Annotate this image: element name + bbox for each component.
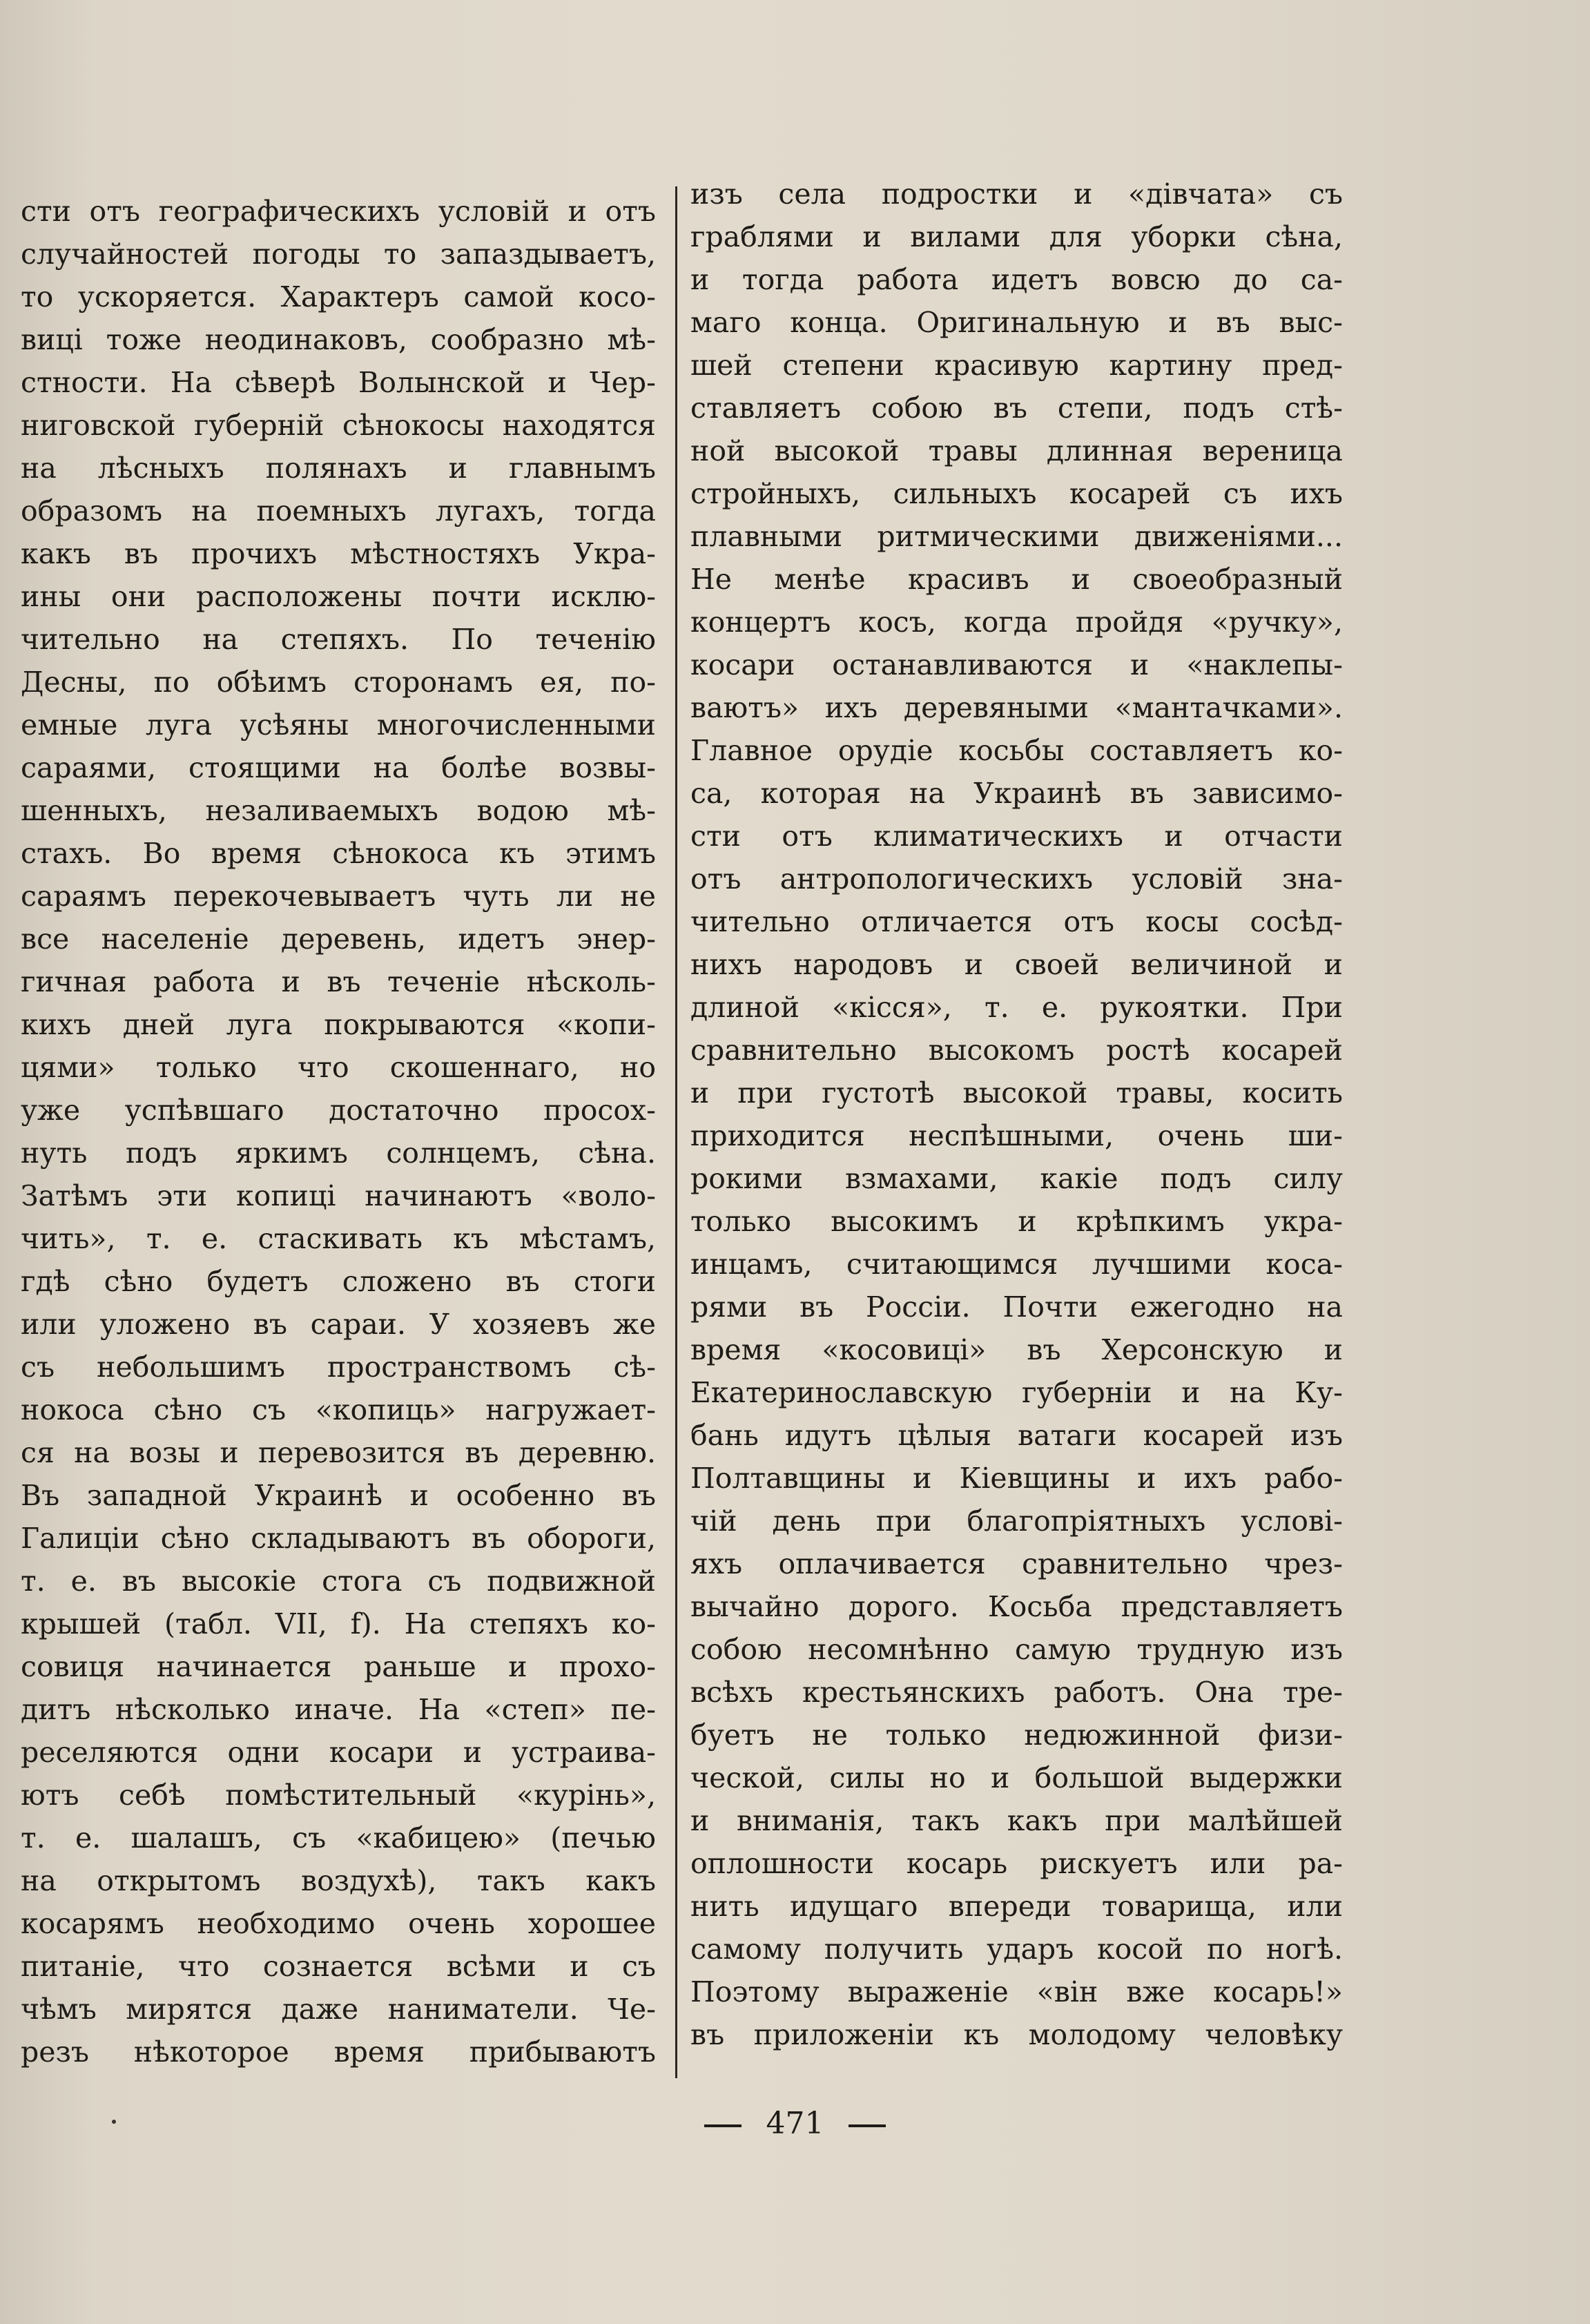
text-line: кихъ дней луга покрываются «копи- — [21, 1008, 656, 1041]
text-line: чій день при благопріятныхъ услові- — [690, 1504, 1343, 1538]
text-line: изъ села подростки и «дівчата» съ — [690, 177, 1343, 211]
text-line: ины они расположены почти исклю- — [21, 580, 656, 613]
text-line: Десны, по обѣимъ сторонамъ ея, по- — [21, 666, 656, 699]
text-line: ниговской губерній сѣнокосы находятся — [21, 409, 656, 442]
text-line: сравнительно высокомъ ростѣ косарей — [690, 1034, 1343, 1067]
text-line: концертъ косъ, когда пройдя «ручку», — [690, 606, 1343, 639]
text-line: съ небольшимъ пространствомъ сѣ- — [21, 1350, 656, 1384]
text-line: ваютъ» ихъ деревяными «мантачками». — [690, 691, 1343, 724]
text-line: Затѣмъ эти копиці начинаютъ «воло- — [21, 1179, 656, 1212]
text-line: уже успѣвшаго достаточно просох- — [21, 1094, 656, 1127]
text-line: сти отъ климатическихъ и отчасти — [690, 820, 1343, 853]
text-line: ся на возы и перевозится въ деревню. — [21, 1436, 656, 1469]
text-line: вычайно дорого. Косьба представляетъ — [690, 1590, 1343, 1623]
text-line: са, которая на Украинѣ въ зависимо- — [690, 777, 1343, 810]
text-line: нить идущаго впереди товарища, или — [690, 1890, 1343, 1923]
text-line: Галиціи сѣно складываютъ въ обороги, — [21, 1522, 656, 1555]
text-line: шей степени красивую картину пред- — [690, 349, 1343, 382]
text-line: маго конца. Оригинальную и въ выс- — [690, 306, 1343, 339]
right-text-column — [690, 0, 1346, 2324]
text-line: косарямъ необходимо очень хорошее — [21, 1907, 656, 1940]
text-line: инцамъ, считающимся лучшими коса- — [690, 1248, 1343, 1281]
text-line: Главное орудіе косьбы составляетъ ко- — [690, 734, 1343, 767]
text-line: бань идутъ цѣлыя ватаги косарей изъ — [690, 1419, 1343, 1452]
text-line: косари останавливаются и «наклепы- — [690, 648, 1343, 681]
text-line: чѣмъ мирятся даже наниматели. Че- — [21, 1993, 656, 2026]
text-line: ной высокой травы длинная вереница — [690, 434, 1343, 467]
text-line: то ускоряется. Характеръ самой косо- — [21, 280, 656, 313]
text-line: нихъ народовъ и своей величиной и — [690, 948, 1343, 981]
text-line: рями въ Россіи. Почти ежегодно на — [690, 1290, 1343, 1324]
text-line: яхъ оплачивается сравнительно чрез- — [690, 1547, 1343, 1580]
text-line: цями» только что скошеннаго, но — [21, 1051, 656, 1084]
text-line: шенныхъ, незаливаемыхъ водою мѣ- — [21, 794, 656, 827]
page-number-dash-right — [849, 2124, 886, 2127]
text-line: стности. На сѣверѣ Волынской и Чер- — [21, 366, 656, 399]
text-line: Въ западной Украинѣ и особенно въ — [21, 1479, 656, 1512]
text-line: резъ нѣкоторое время прибываютъ — [21, 2035, 656, 2069]
text-line: дитъ нѣсколько иначе. На «степ» пе- — [21, 1693, 656, 1726]
text-line: приходится неспѣшными, очень ши- — [690, 1119, 1343, 1152]
text-line: совиця начинается раньше и прохо- — [21, 1650, 656, 1683]
text-line: т. е. въ высокіе стога съ подвижной — [21, 1565, 656, 1598]
text-line: буетъ не только недюжинной физи- — [690, 1718, 1343, 1752]
text-line: время «косовиці» въ Херсонскую и — [690, 1333, 1343, 1366]
text-line: питаніе, что сознается всѣми и съ — [21, 1950, 656, 1983]
text-line: Полтавщины и Кіевщины и ихъ рабо- — [690, 1462, 1343, 1495]
column-divider — [675, 186, 677, 2078]
text-line: чить», т. е. стаскивать къ мѣстамъ, — [21, 1222, 656, 1255]
text-line: граблями и вилами для уборки сѣна, — [690, 220, 1343, 253]
text-line: и вниманія, такъ какъ при малѣйшей — [690, 1804, 1343, 1837]
text-line: отъ антропологическихъ условій зна- — [690, 862, 1343, 895]
text-line: самому получить ударъ косой по ногѣ. — [690, 1933, 1343, 1966]
text-line: случайностей погоды то запаздываетъ, — [21, 238, 656, 271]
page-number-dash-left — [704, 2124, 741, 2127]
left-text-column — [0, 0, 656, 2324]
text-line: плавными ритмическими движеніями... — [690, 520, 1343, 553]
text-line: длиной «кісся», т. е. рукоятки. При — [690, 991, 1343, 1024]
text-line: Екатеринославскую губерніи и на Ку- — [690, 1376, 1343, 1409]
text-line: оплошности косарь рискуетъ или ра- — [690, 1847, 1343, 1880]
text-line: образомъ на поемныхъ лугахъ, тогда — [21, 494, 656, 527]
text-line: стахъ. Во время сѣнокоса къ этимъ — [21, 837, 656, 870]
text-line: гичная работа и въ теченіе нѣсколь- — [21, 965, 656, 998]
page-number: 471 — [766, 2106, 824, 2141]
text-line: крышей (табл. VII, f). На степяхъ ко- — [21, 1607, 656, 1640]
text-line: собою несомнѣнно самую трудную изъ — [690, 1633, 1343, 1666]
text-line: ставляетъ собою въ степи, подъ стѣ- — [690, 391, 1343, 425]
text-line: и тогда работа идетъ вовсю до са- — [690, 263, 1343, 296]
text-line: т. е. шалашъ, съ «кабицею» (печью — [21, 1821, 656, 1855]
text-line: на открытомъ воздухѣ), такъ какъ — [21, 1864, 656, 1897]
text-line: всѣхъ крестьянскихъ работъ. Она тре- — [690, 1676, 1343, 1709]
text-line: стройныхъ, сильныхъ косарей съ ихъ — [690, 477, 1343, 510]
text-line: реселяются одни косари и устраива- — [21, 1736, 656, 1769]
text-line: ютъ себѣ помѣстительный «курінь», — [21, 1779, 656, 1812]
text-line: сти отъ географическихъ условій и отъ — [21, 195, 656, 228]
page-number-footer — [0, 2106, 1590, 2141]
text-line: только высокимъ и крѣпкимъ укра- — [690, 1205, 1343, 1238]
text-line: Не менѣе красивъ и своеобразный — [690, 563, 1343, 596]
text-line: въ приложеніи къ молодому человѣку — [690, 2018, 1343, 2051]
text-line: Поэтому выраженіе «він вже косарь!» — [690, 1975, 1343, 2008]
text-line: какъ въ прочихъ мѣстностяхъ Укра- — [21, 537, 656, 570]
text-line: и при густотѣ высокой травы, косить — [690, 1076, 1343, 1110]
text-line: нуть подъ яркимъ солнцемъ, сѣна. — [21, 1136, 656, 1170]
text-line: на лѣсныхъ полянахъ и главнымъ — [21, 452, 656, 485]
text-line: все населеніе деревень, идетъ энер- — [21, 922, 656, 956]
text-line: ческой, силы но и большой выдержки — [690, 1761, 1343, 1794]
text-line: чительно на степяхъ. По теченію — [21, 623, 656, 656]
text-line: сараямъ перекочевываетъ чуть ли не — [21, 880, 656, 913]
text-line: виці тоже неодинаковъ, сообразно мѣ- — [21, 323, 656, 356]
text-line: или уложено въ сараи. У хозяевъ же — [21, 1308, 656, 1341]
text-line: нокоса сѣно съ «копиць» нагружает- — [21, 1393, 656, 1426]
text-line: емные луга усѣяны многочисленными — [21, 708, 656, 742]
text-line: чительно отличается отъ косы сосѣд- — [690, 905, 1343, 938]
text-line: гдѣ сѣно будетъ сложено въ стоги — [21, 1265, 656, 1298]
text-line: сараями, стоящими на болѣе возвы- — [21, 751, 656, 784]
paper-speck — [112, 2120, 116, 2124]
text-line: рокими взмахами, какіе подъ силу — [690, 1162, 1343, 1195]
